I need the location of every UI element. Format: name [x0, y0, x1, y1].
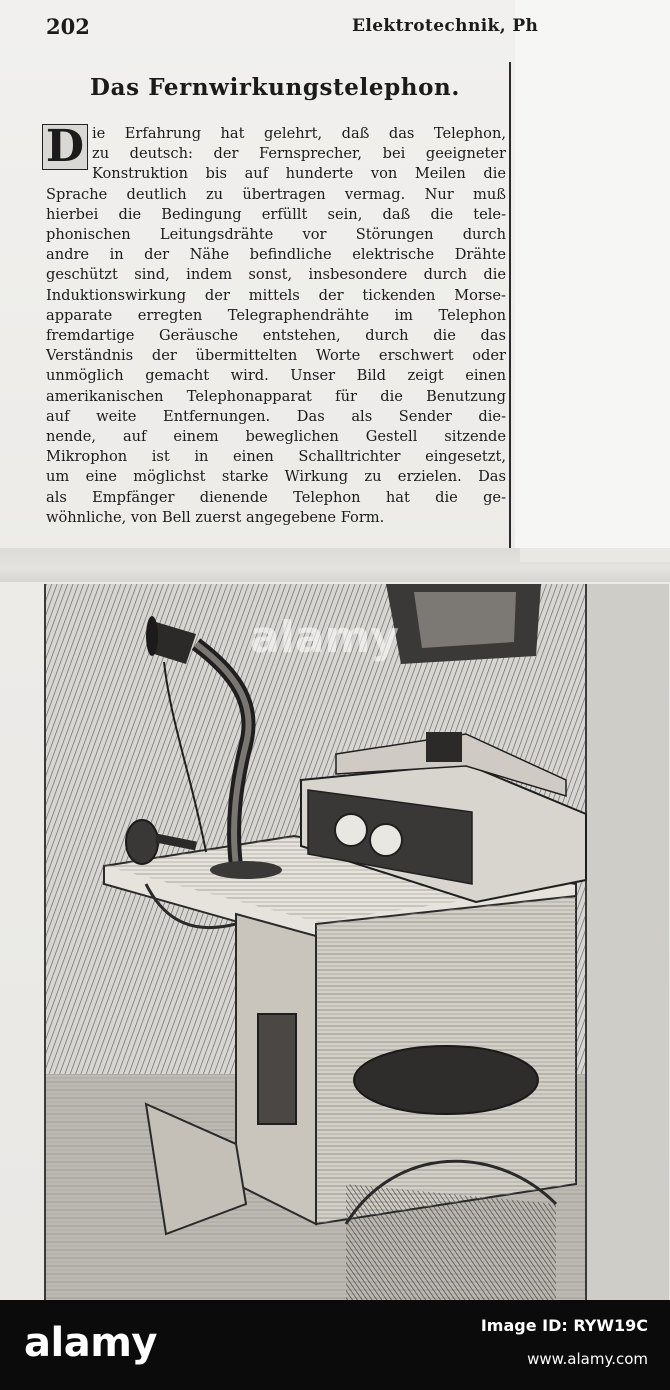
wall-corner — [586, 584, 669, 1300]
body-line: amerikanischen Telephonapparat für die Benutzung — [46, 387, 506, 405]
body-line: nende, auf einem beweglichen Gestell sitzende — [46, 428, 506, 446]
image-id: Image ID: RYW19C — [480, 1316, 648, 1335]
side-cabinet-door — [258, 1014, 296, 1124]
drop-cap: D — [42, 124, 88, 170]
body-line: Mikrophon ist in einen Schalltrichter eingesetzt, — [46, 448, 506, 466]
stand-base — [210, 861, 282, 879]
bell-gong-left — [335, 814, 367, 846]
body-line: Verständnis der übermittelten Worte erschwert oder — [46, 347, 506, 365]
bell-gong-right — [370, 824, 402, 856]
body-line: Induktionswirkung der mittels der tickenden Morse- — [46, 286, 506, 304]
site-url: www.alamy.com — [527, 1350, 648, 1368]
body-line: Konstruktion bis auf hunderte von Meilen die — [92, 165, 506, 183]
oval-panel — [354, 1046, 538, 1114]
body-line: apparate erregten Telegraphendrähte im Telephon — [46, 306, 506, 324]
paper-fold — [520, 548, 670, 562]
body-line: andre in der Nähe befindliche elektrische Drähte — [46, 246, 506, 264]
body-line: unmöglich gemacht wird. Unser Bild zeigt einen — [46, 367, 506, 385]
blank-margin — [515, 0, 670, 548]
column-rule — [509, 62, 511, 548]
engraving-svg — [46, 584, 669, 1300]
body-line: hierbei die Bedingung erfüllt sein, daß die tele- — [46, 205, 506, 223]
telephone-desk-engraving — [44, 584, 669, 1300]
article-body — [45, 121, 506, 528]
running-head: Elektrotechnik, Ph — [352, 16, 539, 36]
body-line: als Empfänger dienende Telephon hat die ge- — [46, 488, 506, 506]
watermark: alamy — [250, 612, 399, 663]
article-title: Das Fernwirkungstelephon. — [90, 74, 460, 101]
terminal-block — [426, 732, 462, 762]
body-line: auf weite Entfernungen. Das als Sender die- — [46, 407, 506, 425]
body-line: ie Erfahrung hat gelehrt, daß das Telephon, — [92, 125, 506, 142]
page-number: 202 — [46, 14, 90, 39]
body-line: phonischen Leitungsdrähte vor Störungen durch — [46, 226, 506, 244]
body-line: zu deutsch: der Fernsprecher, bei geeigneter — [92, 145, 506, 163]
stock-banner — [0, 1300, 670, 1390]
body-line: wöhnliche, von Bell zuerst angegebene Form. — [46, 508, 385, 526]
brand-logo: alamy — [24, 1320, 157, 1366]
body-line: geschützt sind, indem sonst, insbesondere durch die — [46, 266, 506, 284]
body-line: Sprache deutlich zu übertragen vermag. Nur muß — [46, 185, 506, 203]
wall-picture-frame — [386, 584, 541, 664]
body-line: fremdartige Geräusche entstehen, durch die das — [46, 327, 506, 345]
under-desk-shadow — [346, 1184, 556, 1300]
body-line: um eine möglichst starke Wirkung zu erzielen. Das — [46, 468, 506, 486]
